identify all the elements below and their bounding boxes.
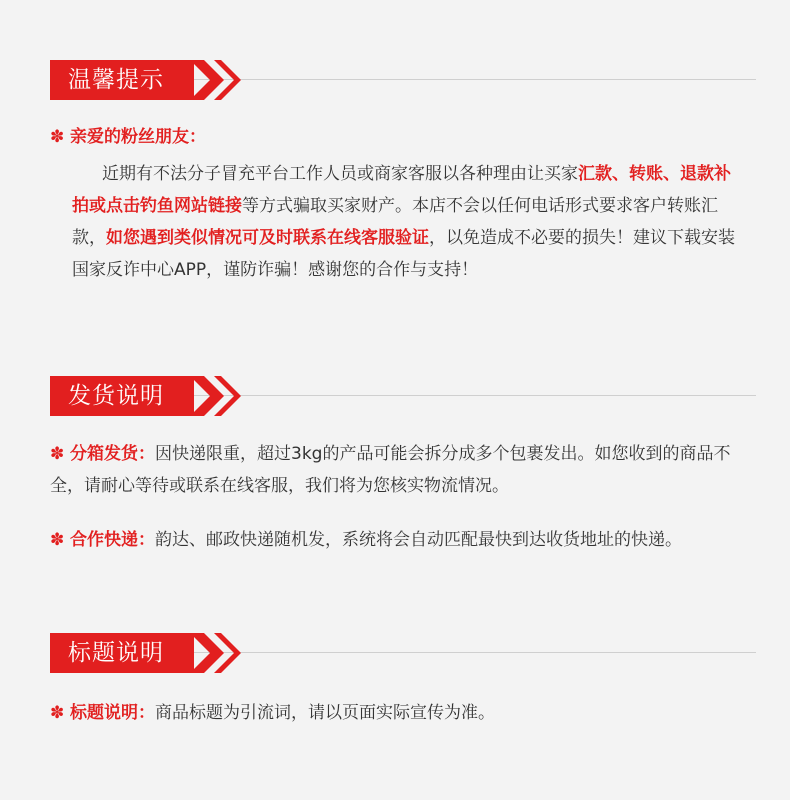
item-label: 合作快递： — [70, 530, 155, 550]
section-title: 温馨提示 — [50, 60, 194, 100]
flower-bullet-icon: ✽ — [50, 703, 65, 723]
greeting-line — [50, 124, 206, 150]
section-title: 发货说明 — [50, 376, 194, 416]
section-title: 标题说明 — [50, 633, 194, 673]
greeting: 亲爱的粉丝朋友： — [70, 127, 206, 147]
para-text-2: 等方式骗取买家财产。本店不会以任何电话形式要求客户转账汇款， — [72, 196, 718, 248]
shipping-item-split — [50, 438, 744, 502]
para-text-3: ，以免造成不必要的损失！建议下载安装国家反诈中心APP，谨防诈骗！感谢您的合作与支持！ — [72, 228, 735, 280]
item-label: 分箱发货： — [70, 444, 155, 464]
double-chevron-icon — [190, 60, 242, 100]
section-header-warm-tips — [50, 60, 756, 100]
section-header-shipping — [50, 376, 756, 416]
flower-bullet-icon: ✽ — [50, 530, 65, 550]
shipping-item-courier — [50, 524, 744, 556]
title-note-item — [50, 697, 744, 729]
double-chevron-icon — [190, 376, 242, 416]
item-text: 商品标题为引流词，请以页面实际宣传为准。 — [155, 703, 495, 723]
flower-bullet-icon: ✽ — [50, 444, 65, 464]
item-text: 韵达、邮政快递随机发，系统将会自动匹配最快到达收货地址的快递。 — [155, 530, 682, 550]
para-text-1: 近期有不法分子冒充平台工作人员或商家客服以各种理由让买家 — [102, 164, 578, 184]
flower-bullet-icon: ✽ — [50, 127, 65, 147]
warning-paragraph — [72, 158, 744, 286]
double-chevron-icon — [190, 633, 242, 673]
para-highlight-1: 汇款、转账、退款补拍或点击钓鱼网站链接 — [72, 164, 731, 216]
para-highlight-2: 如您遇到类似情况可及时联系在线客服验证 — [106, 228, 429, 248]
item-label: 标题说明： — [70, 703, 155, 723]
section-header-title-note — [50, 633, 756, 673]
item-text: 因快递限重，超过3kg的产品可能会拆分成多个包裹发出。如您收到的商品不全，请耐心等待或联系在线客服，我们将为您核实物流情况。 — [50, 444, 731, 496]
